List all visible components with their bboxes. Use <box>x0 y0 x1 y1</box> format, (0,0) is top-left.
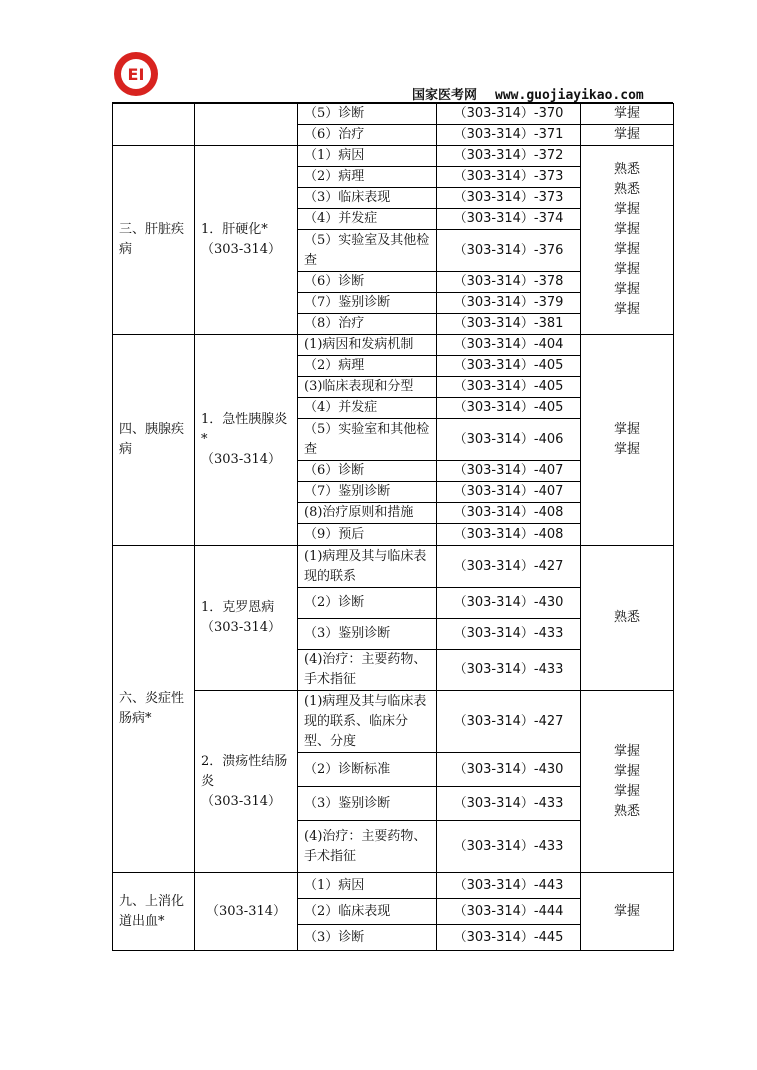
level-cell: 掌握 <box>581 104 674 125</box>
table-row <box>113 335 674 356</box>
table-row <box>113 146 674 167</box>
item-ref: （303-314）-405 <box>437 377 581 398</box>
logo <box>112 50 160 98</box>
item-ref: （303-314）-407 <box>437 482 581 503</box>
item-ref: （303-314）-371 <box>437 125 581 146</box>
item-ref: （303-314）-408 <box>437 503 581 524</box>
topic-title: 1．急性胰腺炎* <box>201 412 288 447</box>
item-ref: （303-314）-430 <box>437 588 581 619</box>
topic-title: 2．溃疡性结肠炎 <box>201 753 288 789</box>
item-ref: （303-314）-433 <box>437 619 581 650</box>
level: 熟悉 <box>613 162 640 177</box>
item-ref: （303-314）-405 <box>437 356 581 377</box>
topic-cell: （303-314） <box>195 873 298 951</box>
item-label: （3）诊断 <box>298 925 437 951</box>
item-label: （3）鉴别诊断 <box>298 787 437 821</box>
item-ref: （303-314）-376 <box>437 230 581 272</box>
logo-mark: EI <box>127 65 145 84</box>
item-label: （3）鉴别诊断 <box>298 619 437 650</box>
item-ref: （303-314）-433 <box>437 821 581 873</box>
item-label: （2）病理 <box>298 167 437 188</box>
item-ref: （303-314）-427 <box>437 546 581 588</box>
item-ref: （303-314）-444 <box>437 899 581 925</box>
item-label: （6）治疗 <box>298 125 437 146</box>
topic-cell <box>195 104 298 146</box>
level: 掌握 <box>613 442 640 457</box>
level-cell: 掌握 <box>581 125 674 146</box>
item-ref: （303-314）-374 <box>437 209 581 230</box>
level: 掌握 <box>613 422 640 437</box>
item-ref: （303-314）-443 <box>437 873 581 899</box>
level-cell <box>581 146 674 335</box>
level: 掌握 <box>613 222 640 237</box>
topic-cell <box>195 546 298 691</box>
item-label: （5）实验室及其他检查 <box>298 230 437 272</box>
topic-ref: （303-314） <box>201 452 282 467</box>
item-label: (1)病理及其与临床表现的联系 <box>298 546 437 588</box>
unit-cell <box>113 104 195 146</box>
item-label: （3）临床表现 <box>298 188 437 209</box>
item-ref: （303-314）-370 <box>437 104 581 125</box>
item-label: （2）诊断标准 <box>298 753 437 787</box>
level: 掌握 <box>613 282 640 297</box>
item-label: (4)治疗：主要药物、手术指征 <box>298 821 437 873</box>
item-ref: （303-314）-379 <box>437 293 581 314</box>
topic-cell <box>195 691 298 873</box>
unit-cell: 四、胰腺疾病 <box>113 335 195 546</box>
item-ref: （303-314）-405 <box>437 398 581 419</box>
item-label: （7）鉴别诊断 <box>298 293 437 314</box>
item-ref: （303-314）-433 <box>437 650 581 691</box>
item-label: （9）预后 <box>298 524 437 546</box>
unit-cell: 三、肝脏疾病 <box>113 146 195 335</box>
item-ref: （303-314）-404 <box>437 335 581 356</box>
item-label: (1)病因和发病机制 <box>298 335 437 356</box>
item-label: （6）诊断 <box>298 272 437 293</box>
item-label: （8）治疗 <box>298 314 437 335</box>
syllabus-table <box>112 103 674 951</box>
item-label: (4)治疗：主要药物、手术指征 <box>298 650 437 691</box>
level: 掌握 <box>613 242 640 257</box>
item-label: （6）诊断 <box>298 461 437 482</box>
item-label: （2）诊断 <box>298 588 437 619</box>
item-ref: （303-314）-430 <box>437 753 581 787</box>
topic-cell <box>195 335 298 546</box>
item-ref: （303-314）-373 <box>437 188 581 209</box>
level: 掌握 <box>613 302 640 317</box>
item-label: （5）实验室和其他检查 <box>298 419 437 461</box>
level: 熟悉 <box>613 610 640 625</box>
table-row <box>113 104 674 125</box>
level: 熟悉 <box>613 182 640 197</box>
topic-cell <box>195 146 298 335</box>
item-ref: （303-314）-378 <box>437 272 581 293</box>
item-label: (8)治疗原则和措施 <box>298 503 437 524</box>
topic-ref: （303-314） <box>201 793 282 809</box>
table-row <box>113 546 674 588</box>
topic-title: 1．克罗恩病 <box>201 600 275 615</box>
level-cell <box>581 873 674 951</box>
item-ref: （303-314）-408 <box>437 524 581 546</box>
unit-cell: 九、上消化道出血* <box>113 873 195 951</box>
item-label: （4）并发症 <box>298 398 437 419</box>
topic-title: 1．肝硬化* <box>201 222 268 237</box>
item-label: （5）诊断 <box>298 104 437 125</box>
topic-ref: （303-314） <box>201 242 282 257</box>
item-ref: （303-314）-406 <box>437 419 581 461</box>
level-cell <box>581 546 674 691</box>
item-label: (3)临床表现和分型 <box>298 377 437 398</box>
level-cell <box>581 691 674 873</box>
item-label: （7）鉴别诊断 <box>298 482 437 503</box>
level: 掌握 <box>613 202 640 217</box>
item-ref: （303-314）-445 <box>437 925 581 951</box>
item-label: （1）病因 <box>298 873 437 899</box>
item-label: （2）临床表现 <box>298 899 437 925</box>
topic-ref: （303-314） <box>201 620 282 635</box>
item-ref: （303-314）-433 <box>437 787 581 821</box>
site-url[interactable]: www.guojiayikao.com <box>495 88 644 103</box>
level: 掌握 <box>613 262 640 277</box>
level: 掌握 <box>613 763 640 779</box>
level: 掌握 <box>613 743 640 759</box>
table-row <box>113 873 674 899</box>
item-label: （1）病因 <box>298 146 437 167</box>
item-label: （2）病理 <box>298 356 437 377</box>
item-ref: （303-314）-381 <box>437 314 581 335</box>
item-ref: （303-314）-407 <box>437 461 581 482</box>
level: 掌握 <box>613 903 640 919</box>
item-label: (1)病理及其与临床表现的联系、临床分型、分度 <box>298 691 437 753</box>
site-header <box>412 84 644 103</box>
item-label: （4）并发症 <box>298 209 437 230</box>
item-ref: （303-314）-372 <box>437 146 581 167</box>
level: 掌握 <box>613 783 640 799</box>
item-ref: （303-314）-427 <box>437 691 581 753</box>
level: 熟悉 <box>613 803 640 819</box>
level-cell <box>581 335 674 546</box>
unit-cell: 六、炎症性肠病* <box>113 546 195 873</box>
site-name: 国家医考网 <box>412 88 478 103</box>
item-ref: （303-314）-373 <box>437 167 581 188</box>
table-row <box>113 691 674 753</box>
